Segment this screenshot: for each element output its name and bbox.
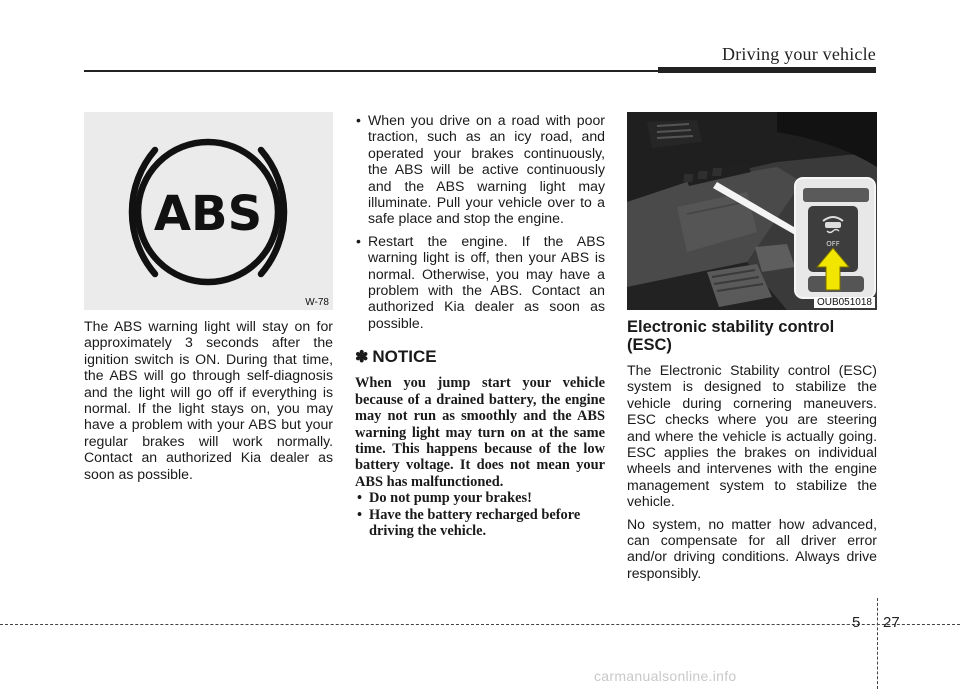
notice-bullet-list — [355, 490, 605, 539]
footer-divider — [877, 598, 878, 689]
notice-body: When you jump start your vehicle because of a drained battery, the engine may not run as smoothly and the ABS warning light may turn on at the same time. This happens because of the low battery voltage. It does not mean your ABS has malfunctioned. — [355, 375, 605, 490]
list-item — [355, 490, 605, 506]
bullet-icon: • — [357, 490, 363, 507]
notice-title: NOTICE — [372, 347, 437, 367]
abs-symbol-text: ABS — [153, 186, 263, 242]
bullet-icon: • — [357, 506, 363, 523]
chapter-number: 5 — [852, 614, 861, 631]
dashboard-illustration — [627, 112, 877, 310]
header-rule-accent — [658, 67, 876, 73]
esc-paragraph: No system, no matter how advanced, can compensate for all driver error and/or driving conditions. Always drive responsibly. — [627, 515, 877, 581]
list-item-text: Do not pump your brakes! — [369, 490, 532, 507]
list-item — [355, 507, 605, 540]
footer-rule — [0, 624, 960, 625]
esc-dashboard-photo — [627, 112, 877, 310]
notice-star-icon: ✽ — [355, 349, 369, 367]
figure-caption: OUB051018 — [814, 297, 875, 308]
list-item — [355, 233, 605, 331]
notice-heading — [355, 347, 605, 367]
abs-warning-icon — [84, 112, 333, 310]
abs-warning-figure — [84, 112, 333, 310]
abs-bullet-list — [355, 112, 605, 331]
column-1 — [84, 112, 333, 482]
esc-off-label: OFF — [826, 240, 840, 248]
column-3 — [627, 112, 877, 581]
figure-caption: W-78 — [305, 297, 329, 308]
section-header-title: Driving your vehicle — [722, 44, 876, 64]
page-number: 27 — [883, 614, 900, 631]
list-item-text: When you drive on a road with poor traction, such as an icy road, and operated your brakes continuously, the ABS will be active continuously and the ABS warning light may illuminate. Pull your vehicle over to a safe place and stop the engine. — [368, 112, 605, 227]
list-item — [355, 112, 605, 227]
bullet-icon: • — [356, 232, 361, 249]
watermark: carmanualsonline.info — [594, 668, 737, 684]
esc-paragraph: The Electronic Stability control (ESC) system is designed to stabilize the vehicle during cornering maneuvers. ESC checks where you are steering and where the vehicle is actually going. ESC applies the brakes on individual wheels and intervenes with the engine management system to stabilize the vehicle. — [627, 362, 877, 510]
list-item-text: Have the battery recharged before driving the vehicle. — [369, 506, 581, 539]
bullet-icon: • — [356, 112, 361, 128]
abs-warning-paragraph: The ABS warning light will stay on for approximately 3 seconds after the ignition switch is ON. During that time, the ABS will go through self-diagnosis and the light will go off if everything is normal. If the light stays on, you may have a problem with your ABS but your regular brakes will work normally. Contact an authorized Kia dealer as soon as possible. — [84, 318, 333, 482]
esc-section-title: Electronic stability control (ESC) — [627, 318, 835, 354]
list-item-text: Restart the engine. If the ABS warning light is off, then your ABS is normal. Otherwise, you may have a problem with the ABS. Contact an authorized Kia dealer as soon as possible. — [368, 232, 605, 331]
column-2 — [355, 112, 605, 539]
